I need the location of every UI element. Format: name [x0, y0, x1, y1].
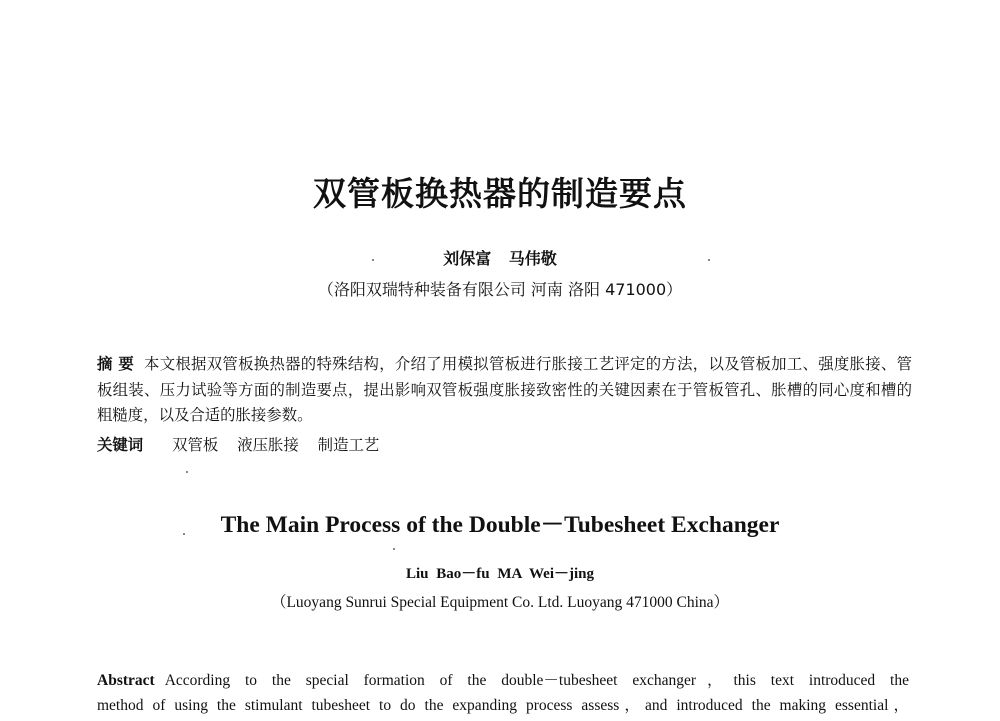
chinese-authors: 刘保富 马伟敬	[443, 249, 557, 268]
scan-speck	[708, 259, 710, 261]
english-abstract-label: Abstract	[97, 672, 155, 689]
english-abstract	[97, 668, 909, 718]
chinese-abstract-text: 本文根据双管板换热器的特殊结构，介绍了用模拟管板进行胀接工艺评定的方法，以及管板加工、强度胀接、管板组装、压力试验等方面的制造要点，提出影响双管板强度胀接致密性的关键因素在于管板管孔、胀槽的同心度和槽的粗糙度，以及合适的胀接参数。	[97, 355, 912, 424]
english-authors: Liu Bao－fu MA Wei－jing	[405, 566, 594, 582]
english-abstract-text: According to the special formation of the double－tubesheet exchanger，this text introduced the	[164, 672, 909, 689]
chinese-affiliation: （洛阳双瑞特种装备有限公司 河南 洛阳 471000）	[317, 280, 683, 299]
chinese-abstract	[97, 352, 912, 429]
keyword-item: 双管板	[172, 436, 219, 454]
scan-speck	[183, 533, 185, 535]
english-affiliation: （Luoyang Sunrui Special Equipment Co. Ltd. Luoyang 471000 China）	[270, 594, 730, 611]
scan-speck	[186, 471, 188, 473]
english-abstract-line: method of using the stimulant tubesheet to do the expanding process assess，and introduced the making essential，	[97, 697, 909, 714]
english-abstract-line	[97, 668, 909, 693]
scan-speck	[372, 259, 374, 261]
chinese-keywords	[97, 433, 379, 455]
chinese-abstract-label: 摘 要	[97, 355, 135, 373]
chinese-keywords-label: 关键词	[97, 436, 144, 454]
scan-speck	[393, 548, 395, 550]
chinese-title: 双管板换热器的制造要点	[313, 174, 687, 213]
english-title: The Main Process of the Double－Tubesheet Exchanger	[220, 512, 780, 538]
keyword-item: 液压胀接	[237, 436, 299, 454]
keyword-item: 制造工艺	[317, 436, 380, 454]
